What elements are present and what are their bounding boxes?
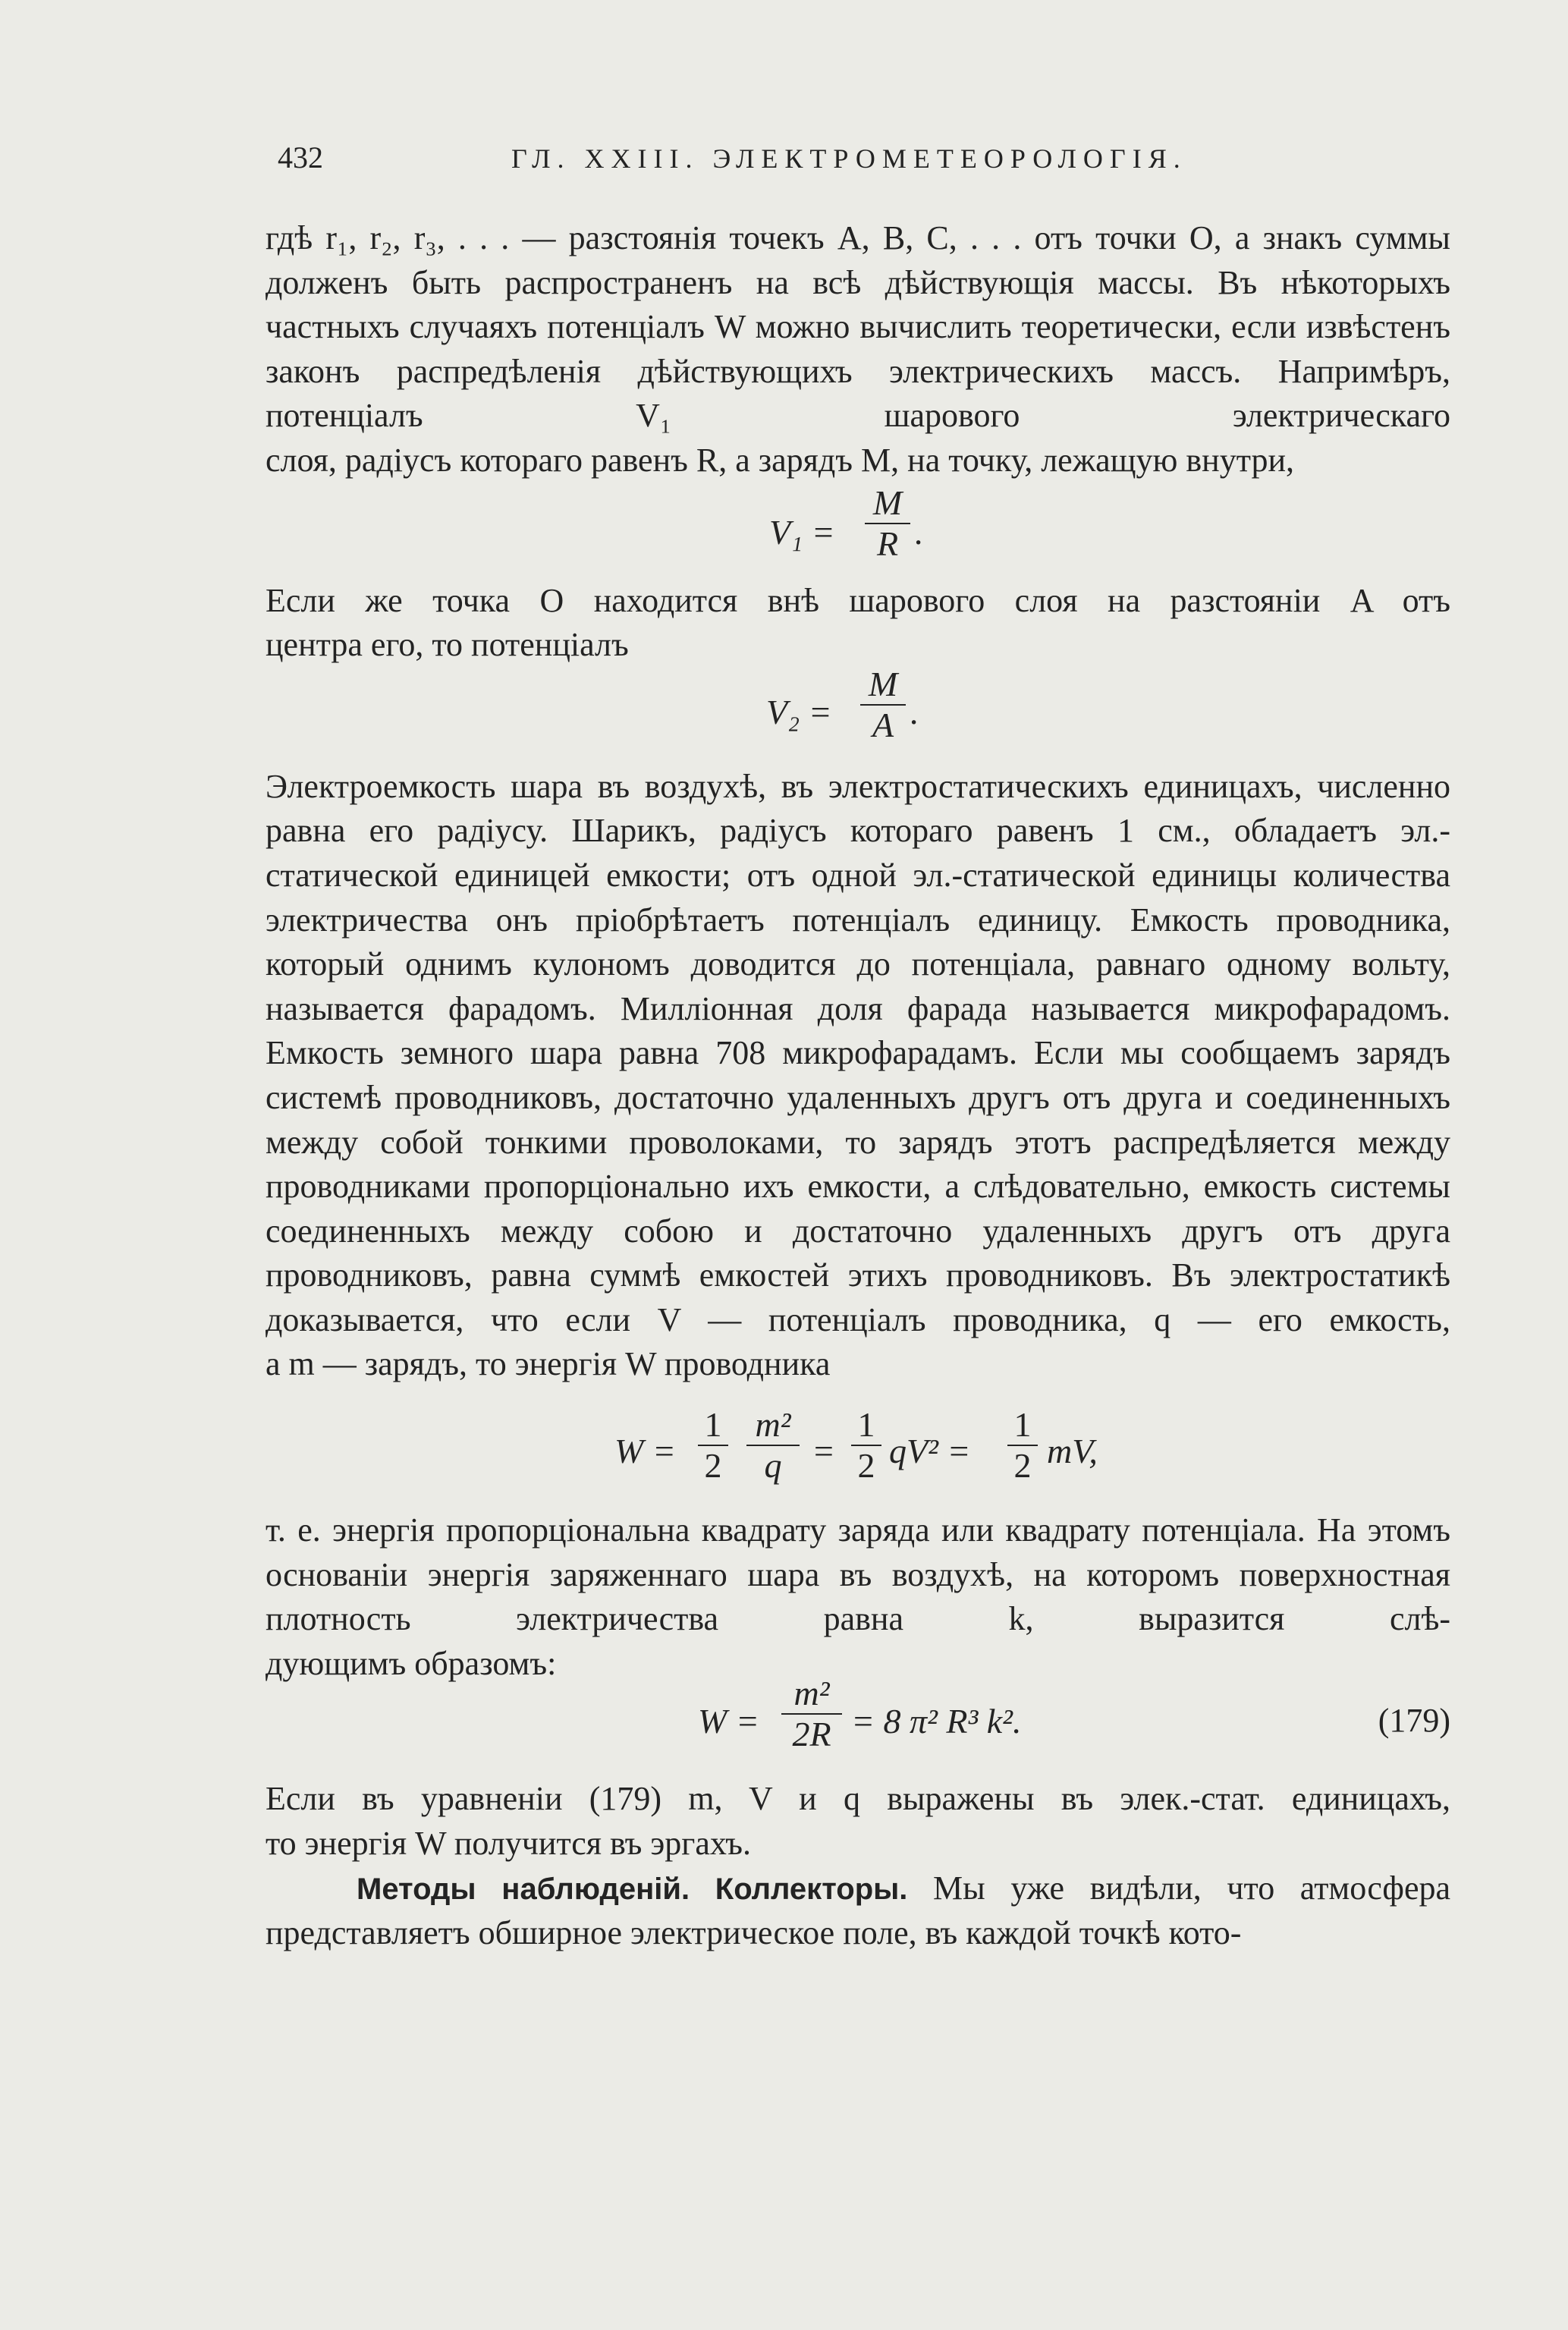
- frac-numerator: m²: [755, 1405, 791, 1445]
- paragraph-4: [266, 1508, 1450, 1686]
- paragraph-2-text: Если же точка O находится внѣ шарового слоя на разстояніи A отъ: [266, 581, 1450, 619]
- frac-denominator: 2R: [792, 1715, 831, 1754]
- formula-v2-lhs: V₂ =: [766, 692, 832, 731]
- frac-numerator: 1: [857, 1405, 875, 1445]
- formula-v2-numerator: M: [868, 664, 898, 703]
- formula-v2-fraction: [860, 665, 906, 745]
- frac-numerator: 1: [704, 1405, 722, 1445]
- formula-v1: [266, 483, 1450, 579]
- formula-v2-denominator: A: [872, 705, 894, 744]
- formula-179-lhs: W =: [698, 1702, 759, 1741]
- formula-179-tail: = 8 π² R³ k².: [851, 1702, 1022, 1741]
- paragraph-6-text: Мы уже видѣли, что атмосфера представляетъ обширное электрическое поле, въ каждой точкѣ кото-: [266, 1869, 1451, 1952]
- section-heading: Методы наблюденій. Коллекторы.: [357, 1872, 908, 1906]
- page-body: [266, 216, 1450, 1956]
- paragraph-2: [266, 579, 1450, 668]
- formula-energy-frac-c: [851, 1405, 881, 1486]
- paragraph-1-text: гдѣ r₁, r₂, r₃, . . . — разстоянія точекъ A, B, C, . . . отъ точки O, а знакъ суммы долженъ быть распространенъ на всѣ дѣйствующія массы. Въ нѣкоторыхъ частныхъ случаяхъ потенціалъ W можно вычислить теоретически, если извѣстенъ законъ распредѣленія дѣйствующихъ электрическихъ массъ. Напримѣръ, потенціалъ V₁ шарового электрическаго: [266, 219, 1450, 435]
- formula-energy-eq2: =: [812, 1432, 836, 1471]
- paragraph-1-last-line: слоя, радіусъ котораго равенъ R, а зарядъ M, на точку, лежащую внутри,: [266, 441, 1295, 479]
- formula-energy: [266, 1387, 1450, 1508]
- paragraph-3: [266, 765, 1450, 1387]
- formula-energy-frac-b: [746, 1405, 800, 1486]
- formula-v1-denominator: R: [876, 524, 899, 563]
- formula-v1-lhs: V₁ =: [769, 512, 835, 552]
- formula-v2-tail: .: [910, 692, 919, 731]
- formula-v1-fraction: [865, 483, 910, 564]
- page-number: 432: [278, 140, 323, 175]
- formula-v1-numerator: M: [872, 483, 903, 522]
- paragraph-5: [266, 1777, 1450, 1866]
- formula-179-fraction: [781, 1674, 842, 1754]
- frac-denominator: 2: [1013, 1446, 1032, 1486]
- paragraph-3-last-line: а m — зарядъ, то энергія W проводника: [266, 1345, 831, 1383]
- paragraph-5-text: Если въ уравненіи (179) m, V и q выражены въ элек.-стат. единицахъ,: [266, 1780, 1450, 1818]
- frac-numerator: m²: [793, 1674, 830, 1713]
- frac-denominator: 2: [857, 1446, 875, 1486]
- equation-number: (179): [1378, 1702, 1450, 1740]
- paragraph-1: [266, 216, 1450, 483]
- formula-energy-frac-d: [1007, 1405, 1038, 1486]
- formula-v1-tail: .: [915, 512, 924, 552]
- paragraph-4-text: т. е. энергія пропорціональна квадрату заряда или квадрату потенціала. На этомъ основаніи энергія заряженнаго шара въ воздухѣ, на которомъ поверхностная плотность электричества равна k, выразится слѣ-: [266, 1511, 1450, 1638]
- formula-energy-d-tail: mV,: [1047, 1432, 1098, 1471]
- formula-energy-frac-a: [698, 1405, 728, 1486]
- formula-v2: [266, 659, 1450, 765]
- paragraph-3-text: Электроемкость шара въ воздухѣ, въ электростатическихъ единицахъ, численно равна его радіусу. Шарикъ, радіусъ котораго равенъ 1 см., обладаетъ эл.-статической единицей емкости; отъ одной эл.-статической единицы количества электричества онъ пріобрѣтаетъ потенціалъ единицу. Емкость проводника, который однимъ кулономъ доводится до потенціала, равнаго одному вольту, называется фарадомъ. Милліонная доля фарада называется микрофарадомъ. Емкость земного шара равна 708 микрофарадамъ. Если мы сообщаемъ зарядъ системѣ проводниковъ, достаточно удаленныхъ другъ отъ друга и соединенныхъ между собой тонкими проволоками, то зарядъ этотъ распредѣляется между проводниками пропорціонально ихъ емкости, а слѣдовательно, емкость системы соединенныхъ между собою и достаточно удаленныхъ другъ отъ друга проводниковъ, равна суммѣ емкостей этихъ проводниковъ. Въ электростатикѣ доказывается, что если V — потенціалъ проводника, q — его емкость,: [266, 767, 1450, 1338]
- running-title: ГЛ. XXIII. ЭЛЕКТРОМЕТЕОРОЛОГІЯ.: [511, 143, 1187, 174]
- frac-numerator: 1: [1013, 1405, 1032, 1445]
- paragraph-4-last-line: дующимъ образомъ:: [266, 1644, 557, 1682]
- paragraph-2-last-line: центра его, то потенціалъ: [266, 626, 629, 664]
- paragraph-6: [266, 1866, 1450, 1956]
- formula-energy-c-tail: qV² =: [889, 1432, 971, 1471]
- frac-denominator: q: [764, 1446, 782, 1486]
- formula-energy-lhs: W =: [614, 1432, 676, 1471]
- paragraph-5-last-line: то энергія W получится въ эргахъ.: [266, 1825, 751, 1863]
- formula-179: [266, 1663, 1450, 1777]
- frac-denominator: 2: [704, 1446, 722, 1486]
